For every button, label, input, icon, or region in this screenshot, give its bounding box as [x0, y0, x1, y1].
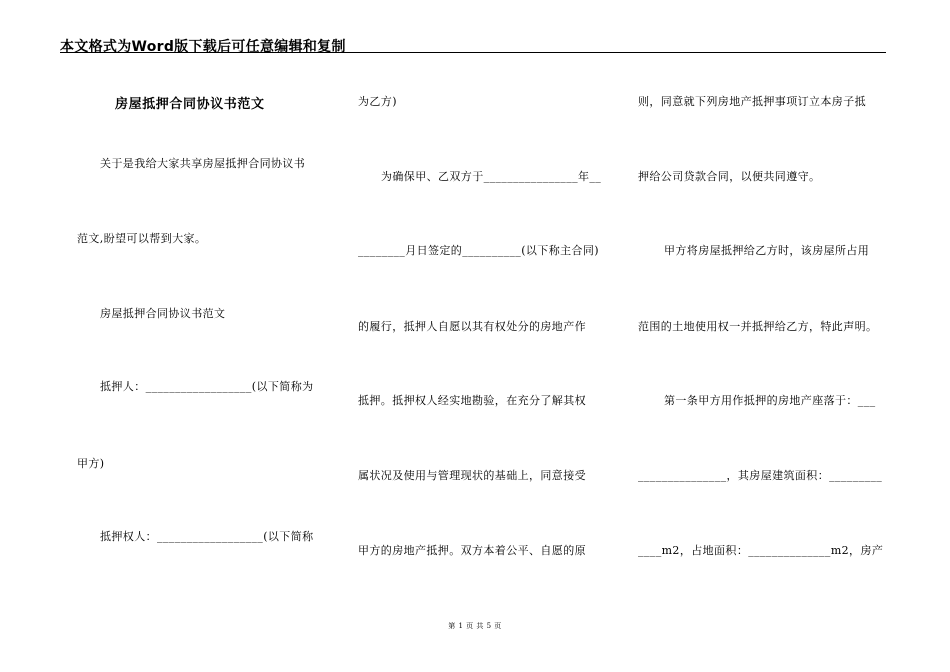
mortgagee-field: 抵押权人：__________________(以下简称: [100, 530, 314, 543]
paragraph-line: 为乙方): [358, 95, 397, 108]
paragraph-line: 押给公司贷款合同，以便共同遵守。: [638, 170, 821, 183]
paragraph-line: ____m2，占地面积：______________m2，房产: [638, 544, 884, 557]
mortgagor-field: 抵押人：__________________(以下简称为: [100, 380, 314, 393]
paragraph-line: 范围的土地使用权一并抵押给乙方，特此声明。: [638, 320, 878, 333]
section-heading: 房屋抵押合同协议书范文: [100, 307, 226, 320]
paragraph-line: 甲方的房地产抵押。双方本着公平、自愿的原: [358, 544, 586, 557]
page-number: 第 1 页 共 5 页: [448, 622, 502, 630]
document-header: 本文格式为Word版下载后可任意编辑和复制: [60, 39, 346, 55]
paragraph-line: 甲方将房屋抵押给乙方时，该房屋所占用: [664, 244, 870, 257]
paragraph-line: 关于是我给大家共享房屋抵押合同协议书: [100, 157, 306, 170]
paragraph-line: 属状况及使用与管理现状的基础上，同意接受: [358, 469, 586, 482]
paragraph-line: 范文,盼望可以帮到大家。: [77, 232, 207, 245]
paragraph-line: 的履行，抵押人自愿以其有权处分的房地产作: [358, 320, 586, 333]
paragraph-line: 抵押。抵押权人经实地勘验，在充分了解其权: [358, 394, 586, 407]
paragraph-line: 甲方): [77, 457, 105, 470]
paragraph-line: 则，同意就下列房地产抵押事项订立本房子抵: [638, 95, 866, 108]
paragraph-line: 为确保甲、乙双方于________________年__: [381, 170, 602, 183]
header-divider: [60, 52, 886, 53]
paragraph-line: ________月日签定的__________(以下称主合同): [358, 244, 599, 257]
document-title: 房屋抵押合同协议书范文: [115, 97, 265, 112]
paragraph-line: _______________，其房屋建筑面积：_________: [638, 469, 883, 482]
article-1-heading: 第一条甲方用作抵押的房地产座落于：___: [664, 394, 876, 407]
